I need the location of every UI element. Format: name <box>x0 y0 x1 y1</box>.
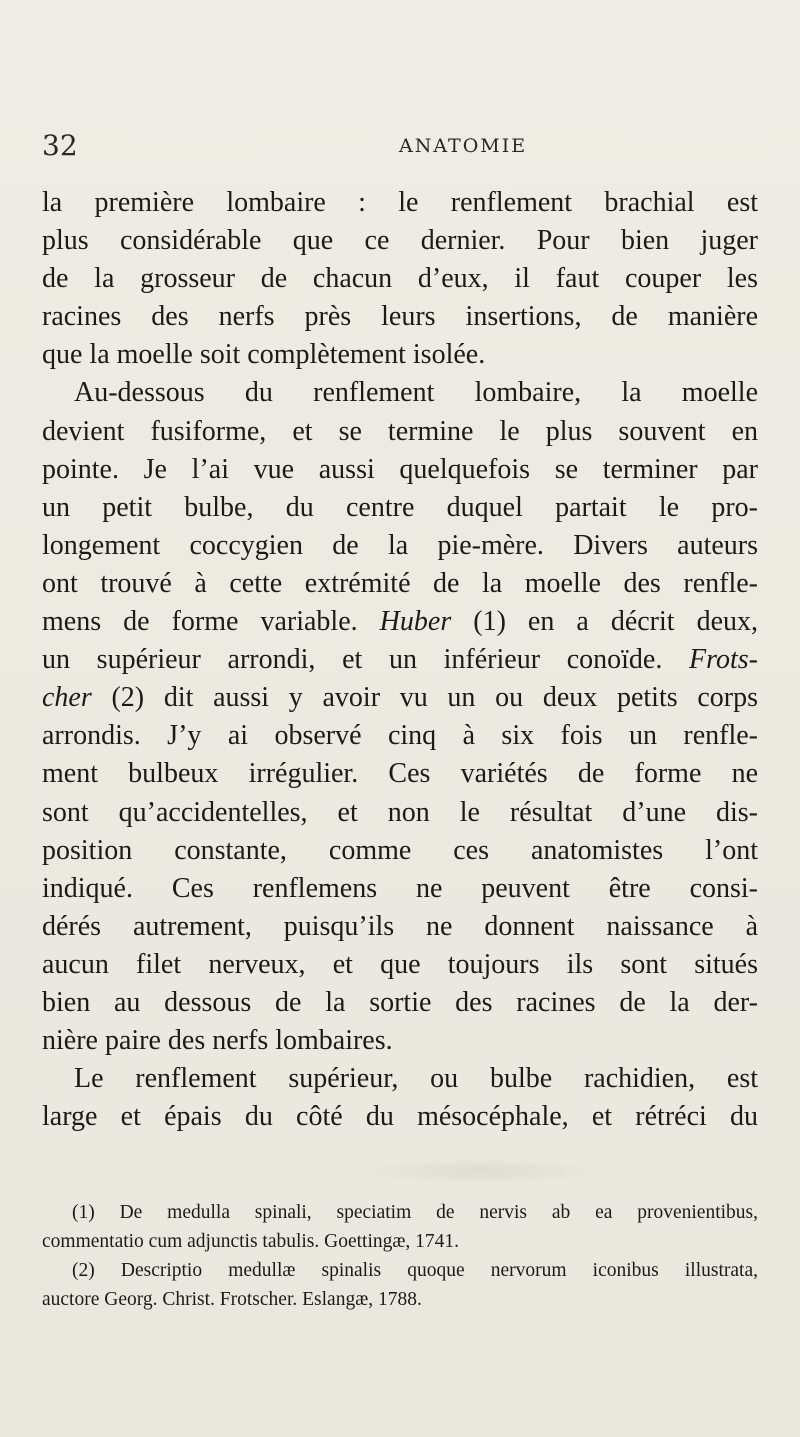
footnote-line: commentatio cum adjunctis tabulis. Goettingæ, 1741. <box>42 1231 460 1252</box>
author-name-frotscher: Frots- <box>689 644 759 676</box>
text-line: arrondis. J’y ai observé cinq à six fois un renfle- <box>42 720 758 752</box>
text-line: ont trouvé à cette extrémité de la moelle des renfle- <box>42 567 758 599</box>
footnote-line: (2) Descriptio medullæ spinalis quoque nervorum iconibus illustrata, <box>72 1260 758 1281</box>
text-line: aucun filet nerveux, et que toujours ils sont situés <box>42 948 758 980</box>
footnote-line: auctore Georg. Christ. Frotscher. Eslangæ, 1788. <box>42 1289 422 1310</box>
text-line: bien au dessous de la sortie des racines de la der- <box>42 986 758 1018</box>
text-segment: (1) en a décrit deux, <box>473 606 759 638</box>
text-line: sont qu’accidentelles, et non le résultat d’une dis- <box>42 796 758 828</box>
text-line: plus considérable que ce dernier. Pour bien juger <box>42 225 758 257</box>
text-line: racines des nerfs près leurs insertions, de manière <box>42 301 758 333</box>
main-text <box>42 184 758 1136</box>
text-line: un petit bulbe, du centre duquel partait le pro- <box>42 491 758 523</box>
text-segment: un supérieur arrondi, et un inférieur conoïde. <box>42 644 663 676</box>
text-line: nière paire des nerfs lombaires. <box>42 1025 393 1057</box>
footnote-line: (1) De medulla spinali, speciatim de nervis ab ea provenientibus, <box>72 1202 758 1223</box>
text-line: pointe. Je l’ai vue aussi quelquefois se terminer par <box>42 453 758 485</box>
text-segment: (2) dit aussi y avoir vu un ou deux petits corps <box>91 682 758 714</box>
running-head: ANATOMIE <box>399 135 528 157</box>
text-line: dérés autrement, puisqu’ils ne donnent naissance à <box>42 910 758 942</box>
page-header <box>42 128 762 164</box>
text-line: la première lombaire : le renflement brachial est <box>42 187 758 218</box>
paragraph-start-line: Au-dessous du renflement lombaire, la moelle <box>74 377 758 409</box>
text-line: devient fusiforme, et se termine le plus souvent en <box>42 415 758 447</box>
text-line-with-citation <box>42 603 758 641</box>
author-name-frotscher-cont: cher <box>42 682 92 714</box>
text-line: que la moelle soit complètement isolée. <box>42 339 486 371</box>
ink-bleed-through <box>360 1158 600 1184</box>
text-line: position constante, comme ces anatomistes l’ont <box>42 834 758 866</box>
text-line: large et épais du côté du mésocéphale, et rétréci du <box>42 1101 758 1133</box>
text-line-with-citation <box>42 641 758 679</box>
text-line: ment bulbeux irrégulier. Ces variétés de forme ne <box>42 758 758 790</box>
text-segment: mens de forme variable. <box>42 606 358 638</box>
text-line: longement coccygien de la pie-mère. Divers auteurs <box>42 529 758 561</box>
text-line <box>42 679 758 717</box>
author-name-huber: Huber <box>379 606 452 638</box>
page-number: 32 <box>42 129 78 162</box>
footnotes <box>42 1198 758 1314</box>
text-line: de la grosseur de chacun d’eux, il faut couper les <box>42 263 758 295</box>
text-line: indiqué. Ces renflemens ne peuvent être consi- <box>42 872 758 904</box>
paragraph-start-line: Le renflement supérieur, ou bulbe rachidien, est <box>74 1063 758 1095</box>
